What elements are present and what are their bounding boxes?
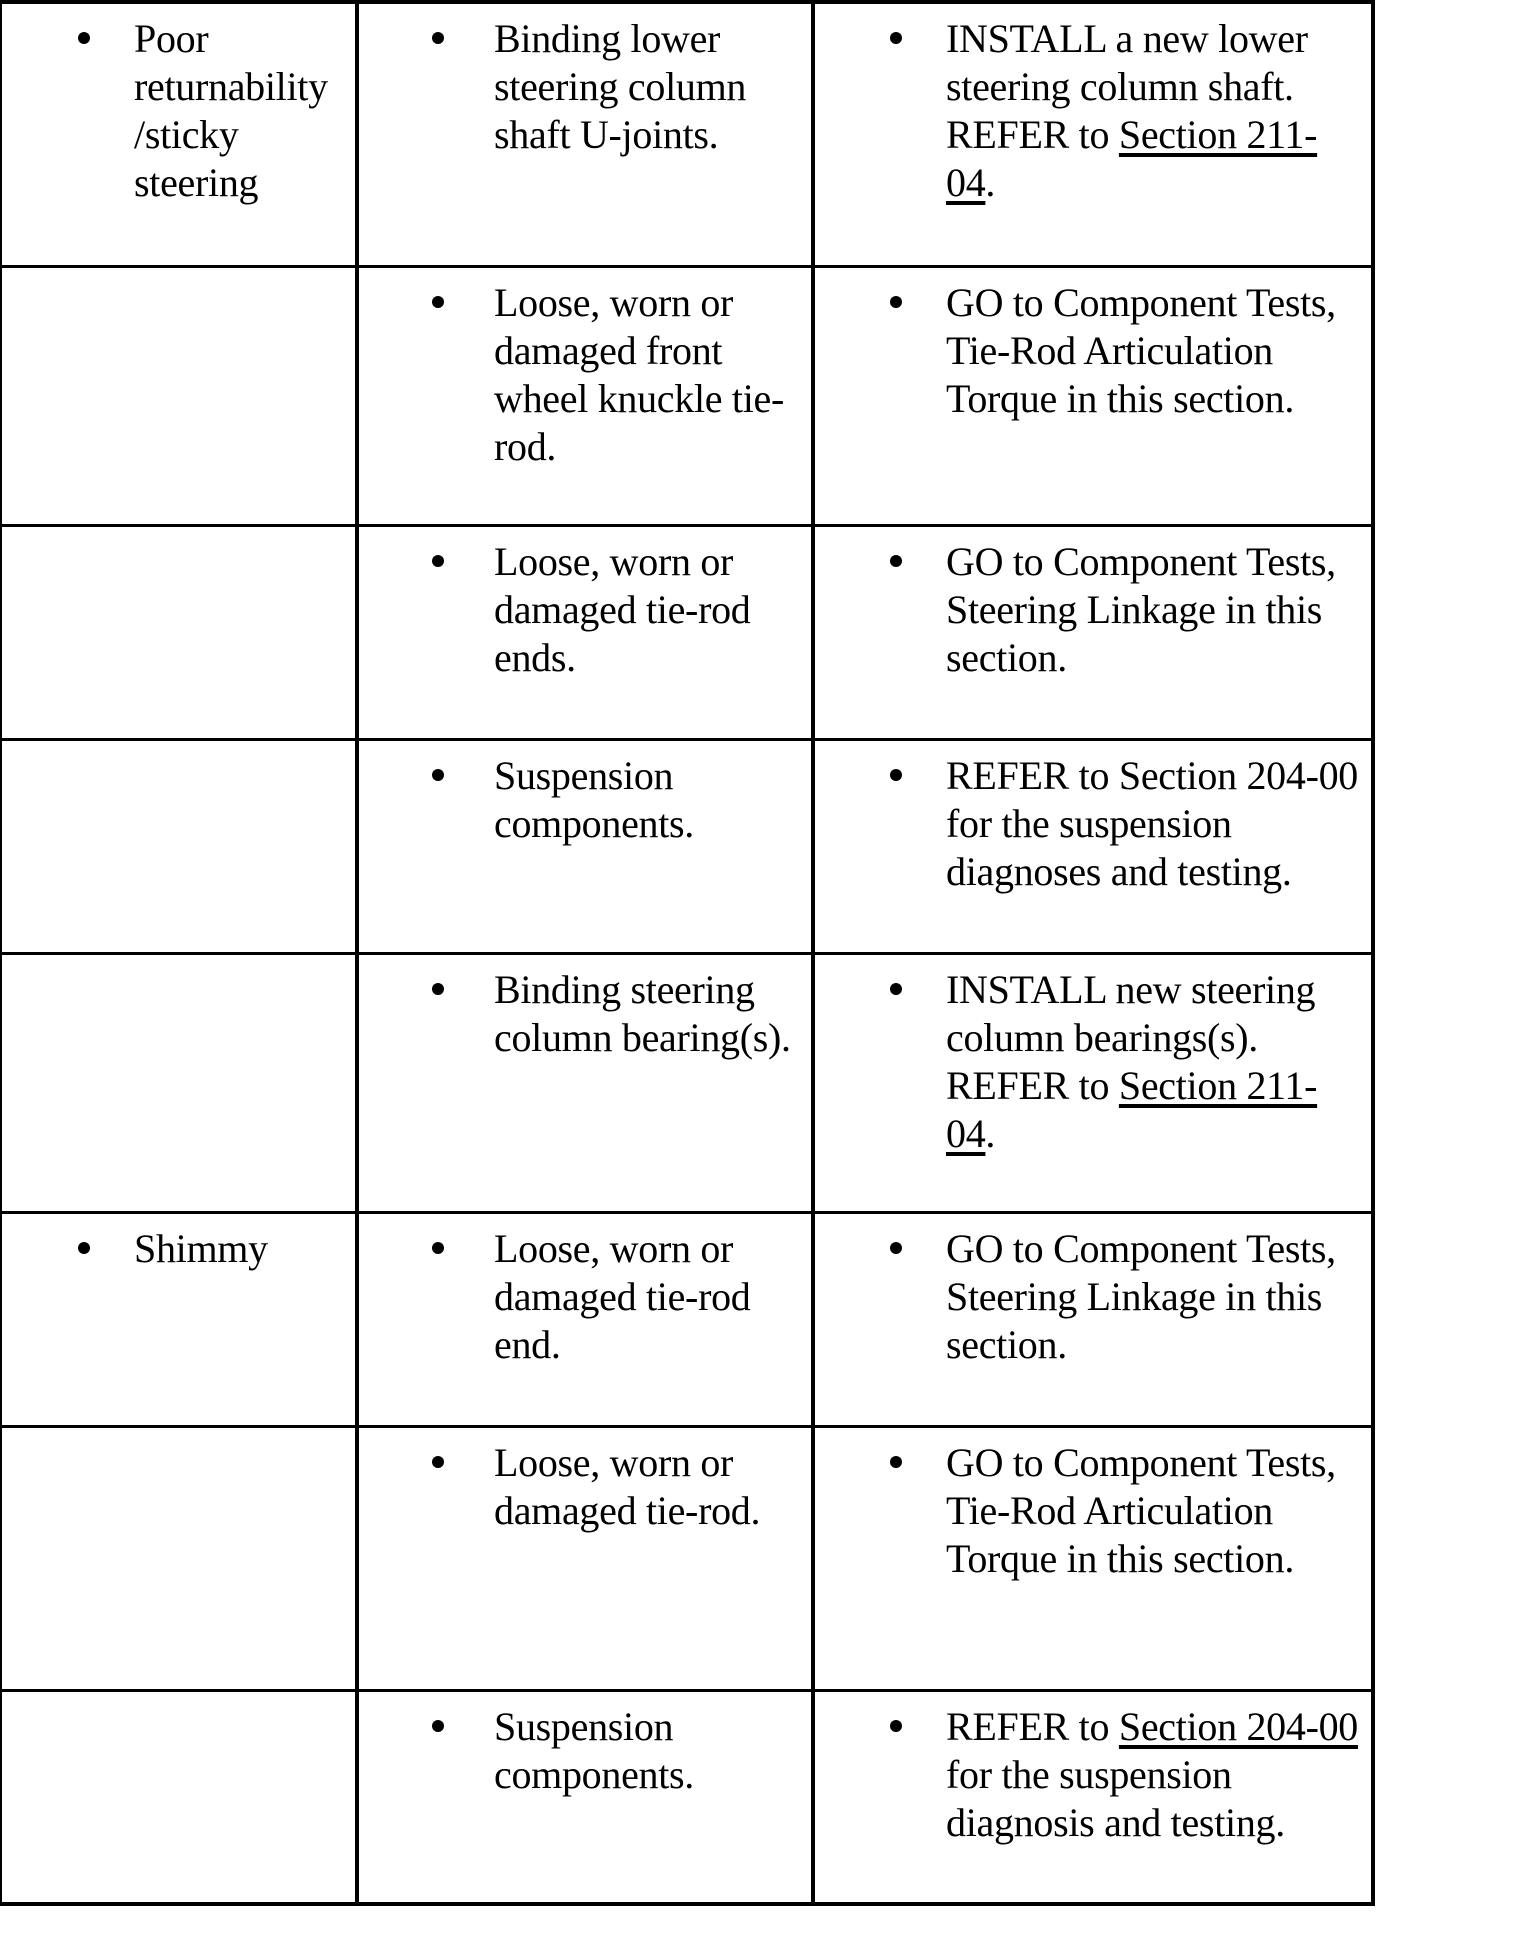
- cause-text: Loose, worn or damaged front wheel knuckle tie-rod.: [494, 279, 785, 469]
- bullet-icon: [890, 32, 902, 44]
- action-item: [815, 752, 1371, 896]
- cause-item: [359, 966, 811, 1062]
- cause-item: [359, 1439, 811, 1535]
- cause-item: [359, 752, 811, 848]
- action-item: [815, 966, 1371, 1158]
- bullet-icon: [78, 1242, 90, 1254]
- bullet-icon: [890, 1720, 902, 1732]
- action-cell: [813, 525, 1373, 739]
- action-text: INSTALL a new lower steering column shaft. REFER to: [946, 16, 1308, 157]
- action-cell: [813, 1690, 1373, 1904]
- cause-text: Loose, worn or damaged tie-rod end.: [494, 1225, 751, 1367]
- action-item: [815, 1703, 1371, 1847]
- cause-item: [359, 1703, 811, 1799]
- action-item: [815, 279, 1371, 423]
- cause-text: Loose, worn or damaged tie-rod ends.: [494, 538, 751, 680]
- condition-cell: [1, 2, 357, 266]
- bullet-icon: [890, 769, 902, 781]
- action-item: [815, 15, 1371, 207]
- action-text: .: [985, 160, 996, 205]
- action-text: GO to Component Tests, Tie-Rod Articulation Torque in this section.: [946, 1439, 1336, 1581]
- condition-cell: [1, 1212, 357, 1426]
- condition-text: Shimmy: [134, 1225, 268, 1271]
- cause-item: [359, 279, 811, 471]
- cause-text: Binding lower steering column shaft U-joints.: [494, 16, 747, 157]
- section-link[interactable]: Section 204-00: [1118, 1703, 1358, 1749]
- action-text: .: [985, 1110, 996, 1156]
- cause-text: Suspension components.: [494, 752, 695, 846]
- bullet-icon: [432, 1456, 444, 1468]
- cause-cell: [357, 953, 813, 1212]
- condition-cell: [1, 1690, 357, 1904]
- bullet-icon: [432, 983, 444, 995]
- condition-text: Poor returnability /sticky steering: [134, 16, 328, 205]
- action-cell: [813, 739, 1373, 953]
- action-cell: [813, 1212, 1373, 1426]
- action-item: [815, 1225, 1371, 1369]
- action-cell: [813, 1426, 1373, 1690]
- condition-cell: [1, 953, 357, 1212]
- action-text: GO to Component Tests, Steering Linkage in this section.: [946, 1225, 1336, 1367]
- bullet-icon: [890, 555, 902, 567]
- cause-text: Loose, worn or damaged tie-rod.: [494, 1439, 761, 1533]
- condition-item: [2, 15, 355, 207]
- cause-cell: [357, 739, 813, 953]
- action-cell: [813, 266, 1373, 525]
- cause-cell: [357, 1690, 813, 1904]
- condition-item: [2, 1225, 355, 1273]
- action-text: INSTALL new steering column bearings(s). REFER to: [946, 966, 1316, 1108]
- bullet-icon: [78, 32, 90, 44]
- bullet-icon: [432, 1242, 444, 1254]
- condition-cell: [1, 739, 357, 953]
- table-row: [1, 1212, 1373, 1426]
- cause-text: Binding steering column bearing(s).: [494, 966, 791, 1060]
- bullet-icon: [890, 1456, 902, 1468]
- action-text: GO to Component Tests, Tie-Rod Articulation Torque in this section.: [946, 279, 1336, 421]
- cause-item: [359, 1225, 811, 1369]
- bullet-icon: [432, 32, 444, 44]
- bullet-icon: [432, 769, 444, 781]
- condition-cell: [1, 525, 357, 739]
- condition-cell: [1, 1426, 357, 1690]
- action-item: [815, 538, 1371, 682]
- action-text: REFER to: [946, 1703, 1119, 1749]
- action-text: GO to Component Tests, Steering Linkage in this section.: [946, 538, 1336, 680]
- action-cell: [813, 953, 1373, 1212]
- action-text: for the suspension diagnosis and testing.: [946, 1751, 1285, 1845]
- bullet-icon: [890, 296, 902, 308]
- bullet-icon: [890, 983, 902, 995]
- action-text: REFER to Section 204-00 for the suspension diagnoses and testing.: [946, 752, 1358, 894]
- action-item: [815, 1439, 1371, 1583]
- cause-cell: [357, 1212, 813, 1426]
- cause-cell: [357, 525, 813, 739]
- cause-item: [359, 538, 811, 682]
- table-row: [1, 1690, 1373, 1904]
- bullet-icon: [432, 555, 444, 567]
- bullet-icon: [432, 296, 444, 308]
- section-link[interactable]: Section 211-04: [946, 1062, 1318, 1156]
- table-row: [1, 953, 1373, 1212]
- bullet-icon: [890, 1242, 902, 1254]
- table-row: [1, 1426, 1373, 1690]
- section-link[interactable]: Section 211-04: [946, 112, 1318, 205]
- table-row: [1, 739, 1373, 953]
- cause-cell: [357, 1426, 813, 1690]
- bullet-icon: [432, 1720, 444, 1732]
- table-row: [1, 2, 1373, 266]
- table-row: [1, 525, 1373, 739]
- action-cell: [813, 2, 1373, 266]
- condition-cell: [1, 266, 357, 525]
- cause-cell: [357, 2, 813, 266]
- cause-text: Suspension components.: [494, 1703, 695, 1797]
- table-row: [1, 266, 1373, 525]
- cause-cell: [357, 266, 813, 525]
- cause-item: [359, 15, 811, 159]
